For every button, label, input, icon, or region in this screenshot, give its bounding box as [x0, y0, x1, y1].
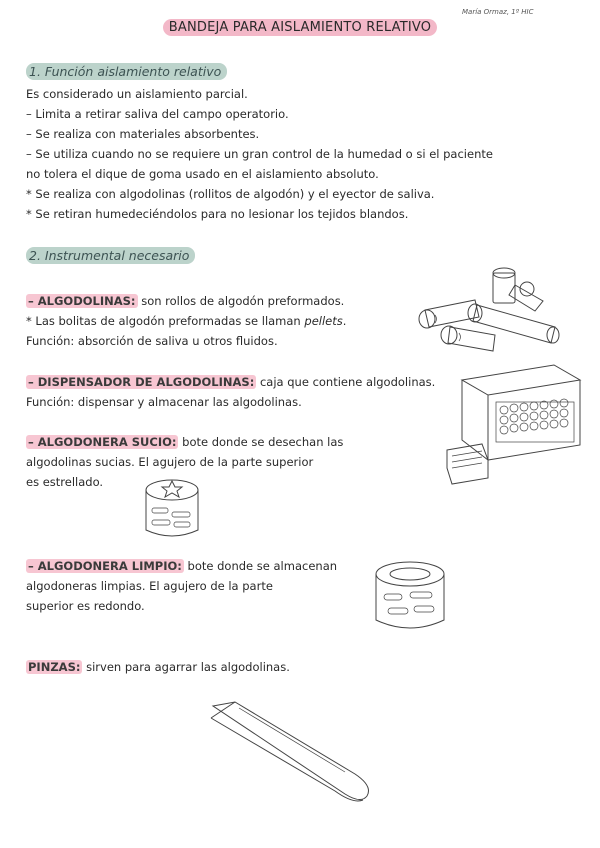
- dispensador-desc: caja que contiene algodolinas.: [256, 375, 436, 389]
- algodolinas-line: [26, 291, 346, 311]
- pellets-note-text: * Las bolitas de algodón preformadas se llaman: [26, 314, 305, 328]
- roll-dispenser-icon: [442, 360, 582, 485]
- section-1-line: * Se realiza con algodolinas (rollitos de algodón) y el eyector de saliva.: [26, 187, 435, 201]
- pinzas-label: PINZAS:: [28, 660, 81, 674]
- section-1-body: [26, 84, 493, 224]
- algodolinas-label: – ALGODOLINAS:: [28, 294, 136, 308]
- section-1-line: – Se utiliza cuando no se requiere un gran control de la humedad o si el paciente: [26, 147, 493, 161]
- dispensador-line: [26, 372, 435, 392]
- cotton-rolls-icon: [415, 265, 565, 350]
- limpio-label: – ALGODONERA LIMPIO:: [28, 559, 182, 573]
- pellets-term: pellets: [304, 314, 343, 328]
- section-2-heading-text: 2. Instrumental necesario: [26, 247, 195, 264]
- dispensador-function: Función: dispensar y almacenar las algodolinas.: [26, 395, 302, 409]
- algodolinas-desc: son rollos de algodón preformados.: [137, 294, 345, 308]
- section-1-heading: [26, 64, 227, 79]
- section-1-line: Es considerado un aislamiento parcial.: [26, 87, 248, 101]
- limpio-line-2: algodoneras limpias. El agujero de la parte: [26, 579, 273, 593]
- sucio-line-3: es estrellado.: [26, 475, 104, 489]
- section-1-line: – Se realiza con materiales absorbentes.: [26, 127, 260, 141]
- page-title: [150, 18, 450, 38]
- page-title-text: BANDEJA PARA AISLAMIENTO RELATIVO: [163, 19, 437, 36]
- dirty-container-icon: [138, 478, 206, 543]
- sucio-line: [26, 432, 343, 452]
- limpio-desc: bote donde se almacenan: [183, 559, 338, 573]
- limpio-line-3: superior es redondo.: [26, 599, 145, 613]
- pellets-note-end: .: [342, 314, 347, 328]
- author-note: María Ormaz, 1º HIC: [462, 8, 534, 16]
- section-2-heading: [26, 248, 195, 263]
- pinzas-desc: sirven para agarrar las algodolinas.: [82, 660, 290, 674]
- section-1-line: no tolera el dique de goma usado en el aislamiento absoluto.: [26, 167, 379, 181]
- tweezers-icon: [205, 696, 380, 806]
- pellets-note: [26, 311, 346, 331]
- limpio-line: [26, 556, 337, 576]
- limpio-block: [26, 556, 337, 616]
- pinzas-block: [26, 657, 290, 677]
- algodolinas-block: [26, 291, 346, 351]
- sucio-label: – ALGODONERA SUCIO:: [28, 435, 177, 449]
- section-1-line: * Se retiran humedeciéndolos para no lesionar los tejidos blandos.: [26, 207, 409, 221]
- algodolinas-function: Función: absorción de saliva u otros fluidos.: [26, 334, 278, 348]
- clean-container-icon: [370, 558, 450, 638]
- section-1-heading-text: 1. Función aislamiento relativo: [26, 63, 227, 80]
- section-1-line: – Limita a retirar saliva del campo operatorio.: [26, 107, 289, 121]
- sucio-desc: bote donde se desechan las: [178, 435, 344, 449]
- dispensador-label: – DISPENSADOR DE ALGODOLINAS:: [28, 375, 255, 389]
- dispensador-block: [26, 372, 435, 412]
- sucio-line-2: algodolinas sucias. El agujero de la parte superior: [26, 455, 314, 469]
